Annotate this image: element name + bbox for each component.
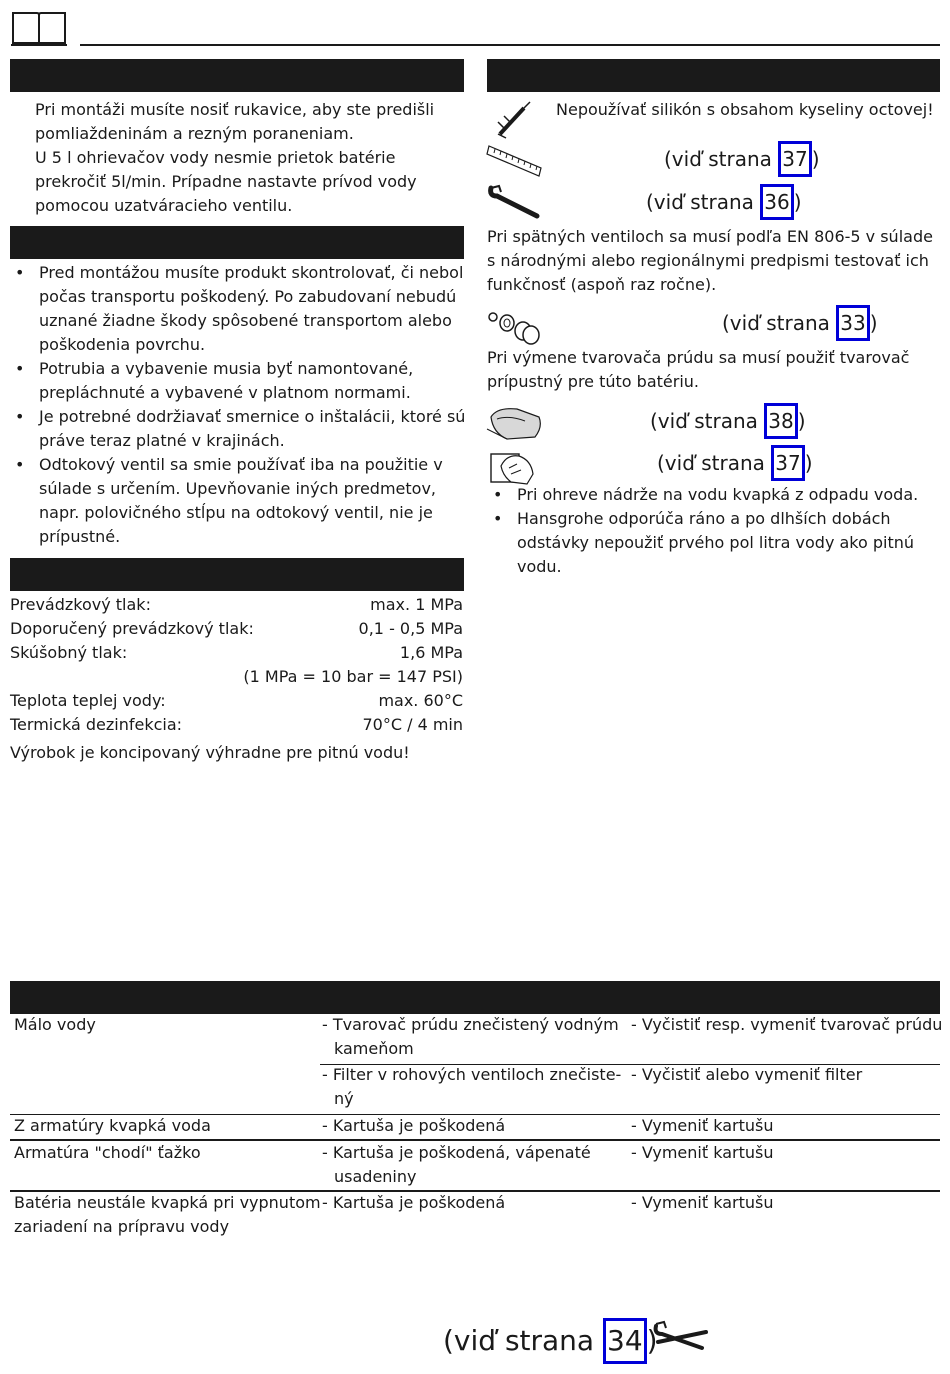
spec-label: Termická dezinfekcia:	[10, 715, 183, 734]
problem-cell: Armatúra "chodí" ťažko	[14, 1143, 201, 1162]
spec-value: 0,1 - 0,5 MPa	[358, 619, 463, 638]
care-bullet-line: Hansgrohe odporúča ráno a po dlhších dobách	[517, 509, 891, 528]
page-ref-suffix: )	[797, 409, 806, 433]
cause-cell	[322, 1141, 591, 1189]
cleaning-cloth-icon	[487, 403, 545, 443]
page-ref-prefix: (viď strana	[664, 147, 779, 171]
cause-line: - Filter v rohových ventiloch znečiste-	[322, 1065, 622, 1084]
page-ref-prefix: (viď strana	[722, 311, 837, 335]
cause-cell	[322, 1013, 619, 1061]
aerator-parts-icon	[487, 309, 545, 345]
hand-cleaning-icon	[487, 446, 537, 486]
page-ref-suffix: )	[811, 147, 820, 171]
problem-cell: Z armatúry kvapká voda	[14, 1116, 211, 1135]
header-rule	[80, 44, 940, 46]
remedy-cell: - Vymeniť kartušu	[631, 1116, 774, 1135]
page-ref-link[interactable]: 36	[760, 184, 793, 220]
page-ref	[664, 141, 820, 177]
valve-note-line: Pri spätných ventiloch sa musí podľa EN 806-5 v súlade	[487, 227, 933, 246]
footer-page-ref	[443, 1318, 658, 1364]
cause-cell: - Kartuša je poškodená	[322, 1116, 506, 1135]
section-bar-safety	[10, 59, 464, 92]
silicone-gun-icon	[494, 100, 534, 138]
care-bullet-line: odstávky nepoužiť prvého pol litra vody ako pitnú	[517, 533, 915, 552]
spec-label: Skúšobný tlak:	[10, 643, 128, 662]
safety-line: pomliaždeninám a rezným poraneniam.	[35, 124, 354, 143]
note-line: počas transportu poškodený. Po zabudovaní nebudú	[39, 287, 457, 306]
spec-label: Teplota teplej vody:	[10, 691, 166, 710]
page-ref	[650, 403, 806, 439]
cause-cell: - Kartuša je poškodená	[322, 1193, 506, 1212]
note-line: Je potrebné dodržiavať smernice o inštalácii, ktoré sú	[39, 407, 466, 426]
remedy-cell: - Vymeniť kartušu	[631, 1193, 774, 1212]
aerator-note-line: prípustný pre túto batériu.	[487, 372, 699, 391]
spec-value: max. 60°C	[378, 691, 463, 710]
section-bar-care	[487, 59, 940, 92]
cause-line: - Kartuša je poškodená, vápenaté	[322, 1143, 591, 1162]
valve-note	[487, 225, 933, 297]
book-icon	[11, 11, 67, 47]
spec-label: Prevádzkový tlak:	[10, 595, 151, 614]
aerator-note-line: Pri výmene tvarovača prúdu sa musí použiť tvarovač	[487, 348, 910, 367]
note-line: prepláchnuté a vybavené v platnom normami.	[39, 383, 411, 402]
safety-text	[35, 98, 434, 218]
problem-cell: Málo vody	[14, 1015, 96, 1034]
section-bar-troubleshooting	[10, 981, 940, 1014]
cause-line: ný	[334, 1089, 354, 1108]
aerator-note	[487, 346, 909, 394]
note-line: Potrubia a vybavenie musia byť namontované,	[39, 359, 414, 378]
page-ref-prefix: (viď strana	[646, 190, 761, 214]
section-bar-notes	[10, 226, 464, 259]
page-ref-suffix: )	[646, 1324, 658, 1357]
cause-line: kameňom	[334, 1039, 414, 1058]
note-line: práve teraz platné v krajinách.	[39, 431, 285, 450]
note-line: Pred montážou musíte produkt skontrolovať, či nebol	[39, 263, 464, 282]
section-bar-specs	[10, 558, 464, 591]
spec-value: (1 MPa = 10 bar = 147 PSI)	[243, 667, 463, 686]
page-ref	[657, 445, 813, 481]
cause-line: - Tvarovač prúdu znečistený vodným	[322, 1015, 619, 1034]
problem-line: zariadení na prípravu vody	[14, 1217, 230, 1236]
note-line: uznané žiadne škody spôsobené transportom alebo	[39, 311, 452, 330]
page-ref-link[interactable]: 37	[778, 141, 811, 177]
safety-line: U 5 l ohrievačov vody nesmie prietok batérie	[35, 148, 396, 167]
page-ref-suffix: )	[793, 190, 802, 214]
valve-note-line: funkčnosť (aspoň raz ročne).	[487, 275, 717, 294]
note-line: súlade s určením. Upevňovanie iných predmetov,	[39, 479, 436, 498]
page-ref	[646, 184, 802, 220]
remedy-cell: - Vymeniť kartušu	[631, 1143, 774, 1162]
remedy-cell: - Vyčistiť alebo vymeniť filter	[631, 1065, 863, 1084]
page-ref-prefix: (viď strana	[443, 1324, 603, 1357]
note-line: napr. polovičného stĺpu na odtokový ventil, nie je	[39, 503, 433, 522]
spec-value: 1,6 MPa	[399, 643, 463, 662]
note-line: Odtokový ventil sa smie používať iba na použitie v	[39, 455, 443, 474]
safety-line: Pri montáži musíte nosiť rukavice, aby ste predišli	[35, 100, 435, 119]
ruler-icon	[487, 144, 543, 178]
problem-line: Batéria neustále kvapká pri vypnutom	[14, 1193, 321, 1212]
note-line: prípustné.	[39, 527, 121, 546]
page-ref	[722, 305, 878, 341]
spec-label: Doporučený prevádzkový tlak:	[10, 619, 254, 638]
tools-icon	[652, 1318, 710, 1358]
cause-cell	[322, 1063, 621, 1111]
silicone-note: Nepoužívať silikón s obsahom kyseliny octovej!	[556, 100, 934, 119]
page-ref-link[interactable]: 33	[836, 305, 869, 341]
page-ref-prefix: (viď strana	[650, 409, 765, 433]
problem-cell	[14, 1191, 321, 1239]
specs-note: Výrobok je koncipovaný výhradne pre pitnú vodu!	[10, 743, 410, 762]
valve-note-line: s národnými alebo regionálnymi predpismi testovať ich	[487, 251, 929, 270]
page-ref-prefix: (viď strana	[657, 451, 772, 475]
note-line: poškodenia povrchu.	[39, 335, 206, 354]
page-ref-link[interactable]: 38	[764, 403, 797, 439]
care-bullet-line: Pri ohreve nádrže na vodu kvapká z odpadu voda.	[517, 485, 919, 504]
safety-line: prekročiť 5l/min. Prípadne nastavte prívod vody	[35, 172, 417, 191]
cause-line: usadeniny	[334, 1167, 417, 1186]
page-ref-link[interactable]: 37	[771, 445, 804, 481]
spec-value: 70°C / 4 min	[362, 715, 463, 734]
page-ref-suffix: )	[804, 451, 813, 475]
spec-value: max. 1 MPa	[370, 595, 463, 614]
care-bullet-line: vodu.	[517, 557, 562, 576]
remedy-cell: - Vyčistiť resp. vymeniť tvarovač prúdu	[631, 1015, 943, 1034]
page-ref-link[interactable]: 34	[603, 1318, 647, 1364]
safety-line: pomocou uzatváracieho ventilu.	[35, 196, 293, 215]
wrench-icon	[487, 184, 543, 220]
page-ref-suffix: )	[869, 311, 878, 335]
